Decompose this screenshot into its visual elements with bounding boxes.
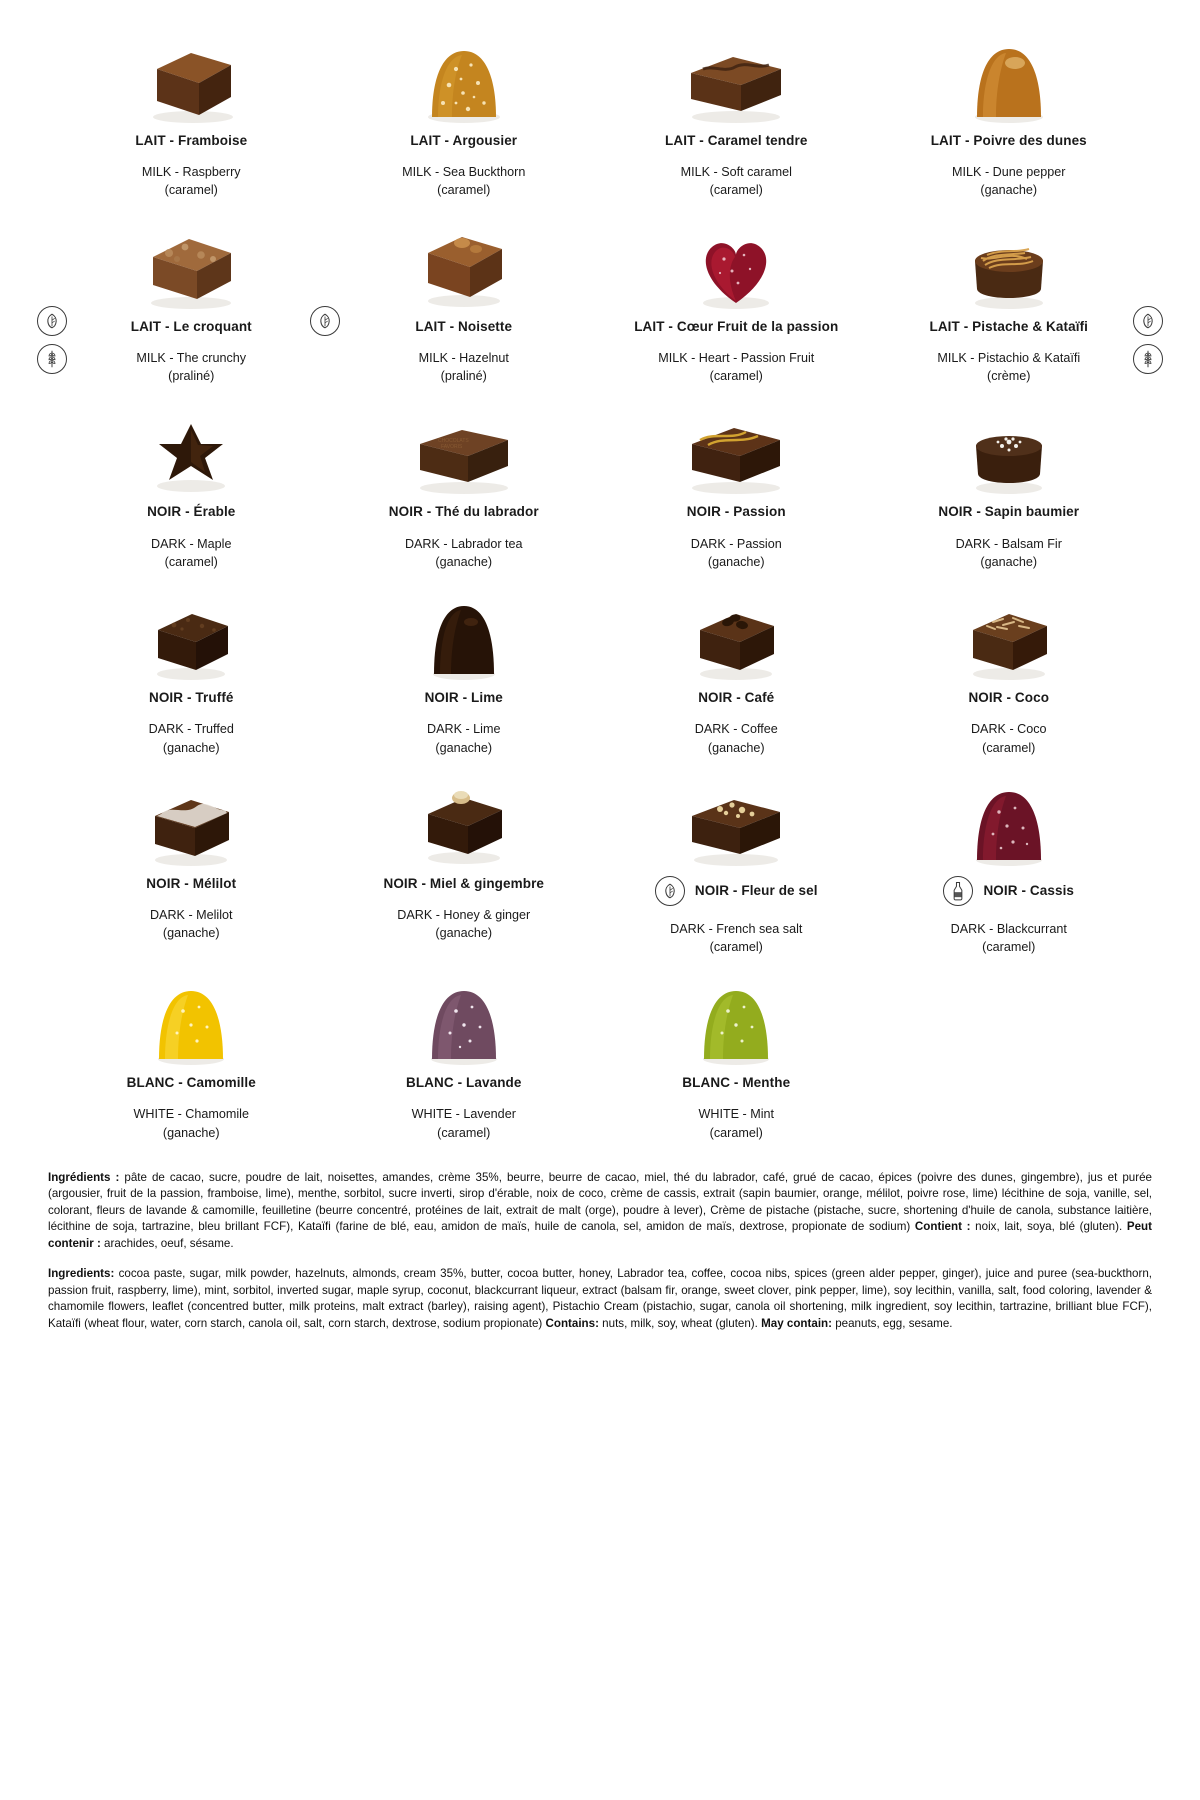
ingredients-en-text: cocoa paste, sugar, milk powder, hazelnuts, almonds, cream 35%, butter, cocoa butter, honey, Labrador tea, coffee, cocoa nibs, spices (green alder pepper, ginger), juice and puree (sea-buckthorn, passion fruit, raspberry, lime), mint, sorbitol, inverted sugar, maple syrup, coconut, blackcurrant liqueur, extract (balsam fir, orange, sweet clover, pink pepper, lime), soy lecithin, vanilla, salt, food coloring, lavender & chamomile flowers, leaflet (concentred butter, milk proteins, malt extract (barley), raising agent), Pistachio Cream (pistachio, sugar, canola oil shortening, milk ingredient, soy lecithin, tartrazine, brilliant blue FCF), Kataïfi (wheat flour, water, corn starch, canola oil, salt, corn starch, dextrose, sodium propionate) (48, 1267, 1152, 1330)
chocolate-type: (ganache) (980, 554, 1038, 569)
chocolate-type: (caramel) (709, 1125, 763, 1140)
chocolate-name-fr (606, 876, 867, 906)
chocolate-row (55, 962, 1145, 1148)
chocolate-name-fr: LAIT - Poivre des dunes (930, 133, 1087, 148)
ingredients-en-label: Ingredients: (48, 1267, 115, 1281)
chocolate-row (55, 206, 1145, 392)
chocolate-image (879, 763, 1140, 868)
chocolate-type: (caramel) (164, 183, 218, 198)
chocolate-image (879, 20, 1140, 125)
chocolate-name-en-text: DARK - Passion (690, 536, 782, 551)
chocolate-name-fr: NOIR - Thé du labrador (388, 504, 539, 520)
chocolate-image (334, 391, 595, 496)
chocolate-item (328, 962, 601, 1148)
chocolate-name-fr: NOIR - Lime (424, 690, 503, 706)
svg-text:CHOCOLATS: CHOCOLATS (437, 438, 469, 445)
chocolate-name-en (334, 349, 595, 386)
chocolate-item (873, 577, 1146, 763)
chocolate-item (600, 206, 873, 392)
chocolate-name-en-text: MILK - Heart - Passion Fruit (658, 350, 815, 365)
chocolate-image (334, 20, 595, 125)
chocolate-name-en (61, 349, 322, 386)
chocolate-type: (caramel) (982, 740, 1036, 755)
chocolate-name-en-text: DARK - Coco (970, 722, 1047, 737)
chocolate-name-en (879, 163, 1140, 200)
chocolate-item (328, 391, 601, 577)
may-contain-en-text: peanuts, egg, sesame. (831, 1316, 953, 1330)
chocolate-image (61, 962, 322, 1067)
chocolate-name-en-text: MILK - Pistachio & Kataïfi (937, 350, 1081, 365)
chocolate-item (328, 20, 601, 206)
chocolate-item (55, 20, 328, 206)
chocolate-name-fr: BLANC - Camomille (126, 1075, 256, 1091)
chocolate-name-en-text: DARK - Blackcurrant (950, 921, 1067, 936)
nut-allergen-icon (37, 306, 67, 336)
allergen-badges (37, 306, 67, 374)
chocolate-type: (ganache) (162, 1125, 220, 1140)
chocolate-image (61, 577, 322, 682)
chocolate-type: (ganache) (980, 183, 1038, 198)
chocolate-item (600, 20, 873, 206)
chocolate-image (61, 391, 322, 496)
chocolate-name-en-text: MILK - Soft caramel (680, 165, 792, 180)
chocolate-item (873, 391, 1146, 577)
chocolate-item (55, 391, 328, 577)
chocolate-name-en-text: DARK - Honey & ginger (397, 907, 531, 922)
chocolate-name-en (606, 920, 867, 957)
empty-cell (873, 962, 1146, 1148)
chocolate-row (55, 391, 1145, 577)
chocolate-type: (praliné) (168, 369, 215, 384)
chocolate-name-en-text: MILK - Dune pepper (952, 165, 1066, 180)
chocolate-name-fr: NOIR - Érable (147, 504, 236, 520)
ingredients-fr (48, 1170, 1152, 1252)
chocolate-image (879, 206, 1140, 311)
chocolate-name-en (61, 1105, 322, 1142)
chocolate-name-fr-text: NOIR - Cassis (983, 882, 1075, 898)
chocolate-name-en (606, 535, 867, 572)
chocolate-name-en (61, 535, 322, 572)
chocolate-type: (caramel) (437, 1125, 491, 1140)
chocolate-name-fr (879, 876, 1140, 906)
chocolate-row (55, 20, 1145, 206)
chocolate-name-en (334, 163, 595, 200)
ingredients-section (0, 1170, 1200, 1332)
chocolate-name-fr: NOIR - Truffé (148, 690, 234, 706)
nut-allergen-icon (655, 876, 685, 906)
chocolate-image (334, 962, 595, 1067)
chocolate-name-en-text: WHITE - Mint (698, 1107, 775, 1122)
chocolate-name-en (879, 349, 1140, 386)
chocolate-type: (ganache) (435, 554, 493, 569)
chocolate-name-fr: LAIT - Pistache & Kataïfi (929, 318, 1089, 334)
chocolate-name-fr: LAIT - Argousier (410, 133, 518, 148)
chocolate-name-fr: NOIR - Sapin baumier (938, 504, 1080, 520)
may-contain-en-label: May contain: (761, 1316, 832, 1330)
chocolate-type: (ganache) (162, 740, 220, 755)
chocolate-type: (caramel) (164, 554, 218, 569)
chocolate-item (55, 577, 328, 763)
chocolate-name-en (61, 906, 322, 943)
chocolate-type: (caramel) (709, 940, 763, 954)
nut-allergen-icon (310, 306, 340, 336)
chocolate-name-en-text: DARK - Maple (151, 536, 232, 551)
chocolate-name-en-text: DARK - Balsam Fir (955, 536, 1062, 551)
ingredients-fr-label: Ingrédients : (48, 1170, 120, 1184)
chocolate-item (328, 763, 601, 963)
contains-fr-label: Contient : (914, 1220, 971, 1234)
chocolate-name-en (606, 720, 867, 757)
svg-text:FAVORIS: FAVORIS (440, 444, 463, 451)
chocolate-name-fr: LAIT - Caramel tendre (665, 133, 808, 148)
chocolate-item (328, 577, 601, 763)
chocolate-name-fr: NOIR - Coco (968, 690, 1050, 706)
chocolate-type: (caramel) (982, 940, 1036, 954)
contains-en-text: nuts, milk, soy, wheat (gluten). (598, 1316, 762, 1330)
chocolate-name-en (334, 906, 595, 943)
chocolate-name-fr: NOIR - Café (698, 690, 775, 706)
chocolate-type: (caramel) (437, 183, 491, 198)
chocolate-name-en-text: MILK - Hazelnut (418, 350, 509, 365)
chocolate-name-en-text: MILK - Raspberry (141, 165, 241, 180)
chocolate-image (61, 206, 322, 311)
chocolate-image (879, 577, 1140, 682)
chocolate-item (873, 763, 1146, 963)
chocolate-name-en (879, 720, 1140, 757)
chocolate-name-en (879, 920, 1140, 957)
chocolate-name-fr: NOIR - Mélilot (146, 875, 237, 891)
chocolate-name-en (606, 1105, 867, 1142)
chocolate-item (600, 577, 873, 763)
chocolate-type: (ganache) (707, 554, 765, 569)
chocolate-grid (55, 20, 1145, 1148)
chocolate-item (873, 20, 1146, 206)
chocolate-image (334, 206, 595, 311)
alcohol-icon (943, 876, 973, 906)
chocolate-item (328, 206, 601, 392)
chocolate-item (600, 962, 873, 1148)
chocolate-image (61, 763, 322, 868)
chocolate-name-en (606, 163, 867, 200)
allergen-badges (1133, 306, 1163, 374)
nut-allergen-icon (1133, 306, 1163, 336)
chocolate-name-en-text: WHITE - Chamomile (133, 1107, 249, 1122)
gluten-allergen-icon (37, 344, 67, 374)
chocolate-type: (ganache) (162, 926, 220, 941)
chocolate-name-en (606, 349, 867, 386)
chocolate-item (873, 206, 1146, 392)
chocolate-name-fr: LAIT - Le croquant (130, 318, 252, 334)
chocolate-image (606, 20, 867, 125)
chocolate-item (55, 962, 328, 1148)
chocolate-image (61, 20, 322, 125)
may-contain-fr-label: Peut contenir : (48, 1220, 1152, 1250)
chocolate-row (55, 577, 1145, 763)
chocolate-item (600, 391, 873, 577)
chocolate-image (606, 577, 867, 682)
chocolate-type: (ganache) (435, 926, 493, 941)
chocolate-type: (caramel) (709, 183, 763, 198)
chocolate-name-fr: LAIT - Framboise (135, 133, 248, 148)
chocolate-name-en (879, 535, 1140, 572)
chocolate-name-en (334, 1105, 595, 1142)
may-contain-fr-text: arachides, oeuf, sésame. (100, 1236, 234, 1250)
chocolate-type: (ganache) (435, 740, 493, 755)
gluten-allergen-icon (1133, 344, 1163, 374)
chocolate-item (55, 763, 328, 963)
chocolate-type: (caramel) (709, 369, 763, 384)
chocolate-item (55, 206, 328, 392)
chocolate-type: (ganache) (707, 740, 765, 755)
chocolate-item (600, 763, 873, 963)
chocolate-image (606, 391, 867, 496)
chocolate-image (334, 577, 595, 682)
chocolate-name-en-text: DARK - Melilot (149, 907, 233, 922)
chocolate-name-en (61, 163, 322, 200)
chocolate-name-en-text: WHITE - Lavender (411, 1107, 516, 1122)
chocolate-name-en (334, 720, 595, 757)
chocolate-image (606, 962, 867, 1067)
chocolate-name-en-text: DARK - French sea salt (670, 921, 803, 936)
allergen-badges (310, 306, 340, 336)
contains-fr-text: noix, lait, soya, blé (gluten). (970, 1220, 1127, 1234)
chocolate-image (879, 391, 1140, 496)
chocolate-type: (praliné) (440, 369, 487, 384)
chocolate-name-en-text: DARK - Coffee (694, 722, 778, 737)
chocolate-name-en (334, 535, 595, 572)
chocolate-name-en (61, 720, 322, 757)
chocolate-name-en-text: DARK - Truffed (148, 722, 234, 737)
chocolate-name-en-text: MILK - Sea Buckthorn (402, 165, 526, 180)
chocolate-name-en-text: MILK - The crunchy (136, 350, 247, 365)
chocolate-name-fr: LAIT - Noisette (415, 318, 513, 334)
chocolate-name-fr: LAIT - Cœur Fruit de la passion (634, 318, 839, 334)
chocolate-row (55, 763, 1145, 963)
contains-en-label: Contains: (545, 1316, 599, 1330)
chocolate-name-fr: NOIR - Miel & gingembre (383, 875, 545, 891)
chocolate-name-fr: NOIR - Passion (686, 504, 786, 520)
chocolate-name-en-text: DARK - Lime (427, 722, 501, 737)
ingredients-fr-text: pâte de cacao, sucre, poudre de lait, noisettes, amandes, crème 35%, beurre, beurre de cacao, miel, thé du labrador, café, grué de cacao, épices (poivre des dunes, gingembre), jus et purée (argousier, fruit de la passion, framboise, lime), menthe, sorbitol, sucre inverti, sirop d'érable, noix de coco, crème de cassis, extrait (sapin baumier, orange, mélilot, poivre rose, lime) lécithine de soja, vanille, sel, colorant, fleurs de lavande & camomille, feuilletine (beurre concentré, protéines de lait, extrait de malt (orge), poudre à lever), Crème de pistache (pistache, sucre, shortening d'huile de canola, substance laitière, lécithine de soja, tartrazine, bleu brillant FCF), Kataïfi (farine de blé, eau, amidon de maïs, huile de canola, sel, amidon de maïs, dextrose, propionate de sodium) (48, 1170, 1152, 1234)
chocolate-name-fr: BLANC - Lavande (405, 1075, 522, 1091)
chocolate-image (606, 206, 867, 311)
chocolate-name-fr: BLANC - Menthe (682, 1075, 791, 1091)
chocolate-name-en-text: DARK - Labrador tea (404, 536, 523, 551)
chocolate-image (606, 763, 867, 868)
chocolate-name-fr-text: NOIR - Fleur de sel (694, 882, 818, 898)
ingredients-en (48, 1266, 1152, 1332)
chocolate-type: (crème) (987, 369, 1031, 384)
chocolate-image (334, 763, 595, 868)
